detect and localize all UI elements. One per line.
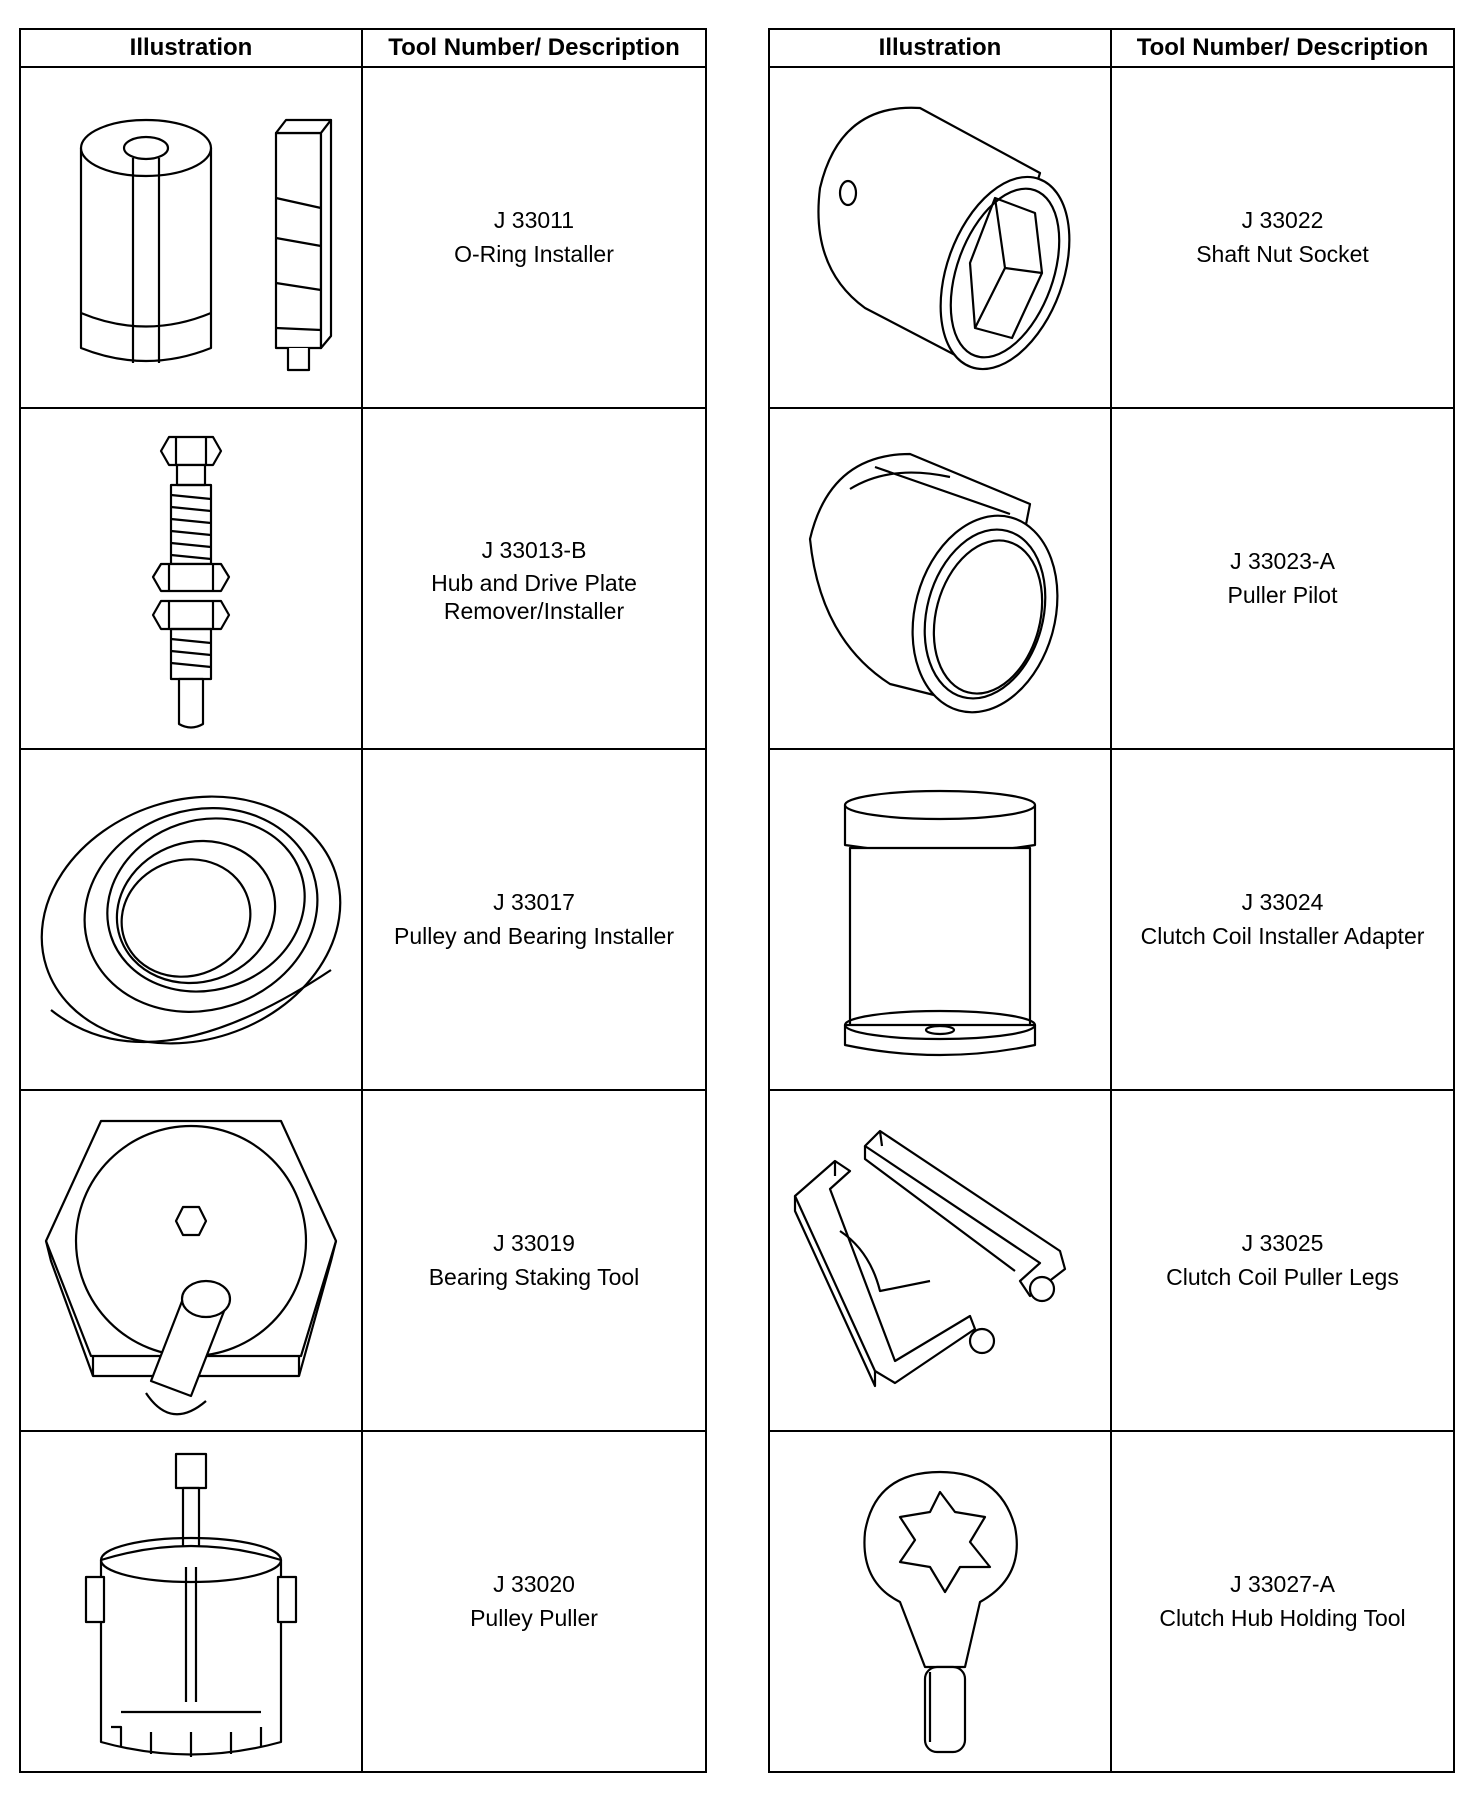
table-row [769, 67, 1454, 408]
tool-number-header: Tool Number/ Description [362, 29, 706, 67]
table-header-row [20, 29, 706, 67]
table-row [20, 749, 706, 1090]
tool-description-cell [362, 1090, 706, 1431]
tool-description-line: Clutch Coil Installer Adapter [1140, 922, 1425, 949]
hub-drive-plate-remover-icon [41, 419, 341, 739]
illustration-header: Illustration [20, 29, 362, 67]
tool-number: J 33011 [493, 207, 575, 234]
tool-description-cell [362, 408, 706, 749]
puller-pilot-icon [780, 419, 1100, 739]
table-row [769, 749, 1454, 1090]
illustration-cell [20, 749, 362, 1090]
tool-number-header: Tool Number/ Description [1111, 29, 1454, 67]
shaft-nut-socket-icon [780, 78, 1100, 398]
tool-description-line: Clutch Hub Holding Tool [1159, 1604, 1406, 1631]
tool-number: J 33025 [1241, 1230, 1324, 1257]
pulley-bearing-installer-icon [31, 760, 351, 1080]
tool-description-cell [1111, 1431, 1454, 1772]
table-row [769, 408, 1454, 749]
tool-description-cell [1111, 1090, 1454, 1431]
tool-description-line: O-Ring Installer [454, 240, 614, 267]
illustration-cell [20, 408, 362, 749]
right-tool-table [768, 28, 1455, 1773]
tool-description-line: Pulley and Bearing Installer [394, 922, 674, 949]
tool-description-cell [362, 1431, 706, 1772]
table-row [769, 1090, 1454, 1431]
pulley-puller-icon [41, 1442, 341, 1762]
illustration-cell [769, 749, 1111, 1090]
tool-number: J 33022 [1241, 207, 1324, 234]
illustration-cell [769, 67, 1111, 408]
tool-number: J 33013-B [481, 536, 587, 563]
tool-number: J 33017 [493, 889, 575, 916]
table-row [20, 1431, 706, 1772]
tool-description-line: Clutch Coil Puller Legs [1166, 1263, 1399, 1290]
table-row [20, 408, 706, 749]
illustration-cell [769, 1431, 1111, 1772]
tool-number: J 33023-A [1230, 548, 1335, 575]
tool-description-line: Pulley Puller [470, 1604, 598, 1631]
illustration-cell [769, 408, 1111, 749]
o-ring-installer-icon [41, 78, 341, 398]
tool-description-line: Hub and Drive Plate [431, 570, 637, 596]
tool-number: J 33024 [1241, 889, 1324, 916]
tool-number: J 33027-A [1230, 1571, 1335, 1598]
clutch-coil-installer-adapter-icon [790, 760, 1090, 1080]
illustration-cell [20, 1431, 362, 1772]
tool-description-cell [1111, 749, 1454, 1090]
illustration-cell [20, 67, 362, 408]
table-row [20, 1090, 706, 1431]
table-row [20, 67, 706, 408]
illustration-cell [769, 1090, 1111, 1431]
clutch-hub-holding-tool-icon [790, 1442, 1090, 1762]
tool-description-cell [362, 67, 706, 408]
bearing-staking-tool-icon [31, 1101, 351, 1421]
tool-number: J 33019 [493, 1230, 575, 1257]
tool-description-line: Puller Pilot [1227, 581, 1338, 608]
table-row [769, 1431, 1454, 1772]
tool-description-cell [1111, 408, 1454, 749]
illustration-header: Illustration [769, 29, 1111, 67]
left-tool-table [19, 28, 707, 1773]
tool-description-line: Shaft Nut Socket [1196, 240, 1369, 267]
tool-number: J 33020 [493, 1571, 575, 1598]
tool-description-line: Bearing Staking Tool [428, 1263, 640, 1290]
tool-description-cell [1111, 67, 1454, 408]
clutch-coil-puller-legs-icon [780, 1101, 1100, 1421]
tool-description-cell [362, 749, 706, 1090]
illustration-cell [20, 1090, 362, 1431]
table-header-row [769, 29, 1454, 67]
tool-description-line: Remover/Installer [443, 598, 625, 625]
